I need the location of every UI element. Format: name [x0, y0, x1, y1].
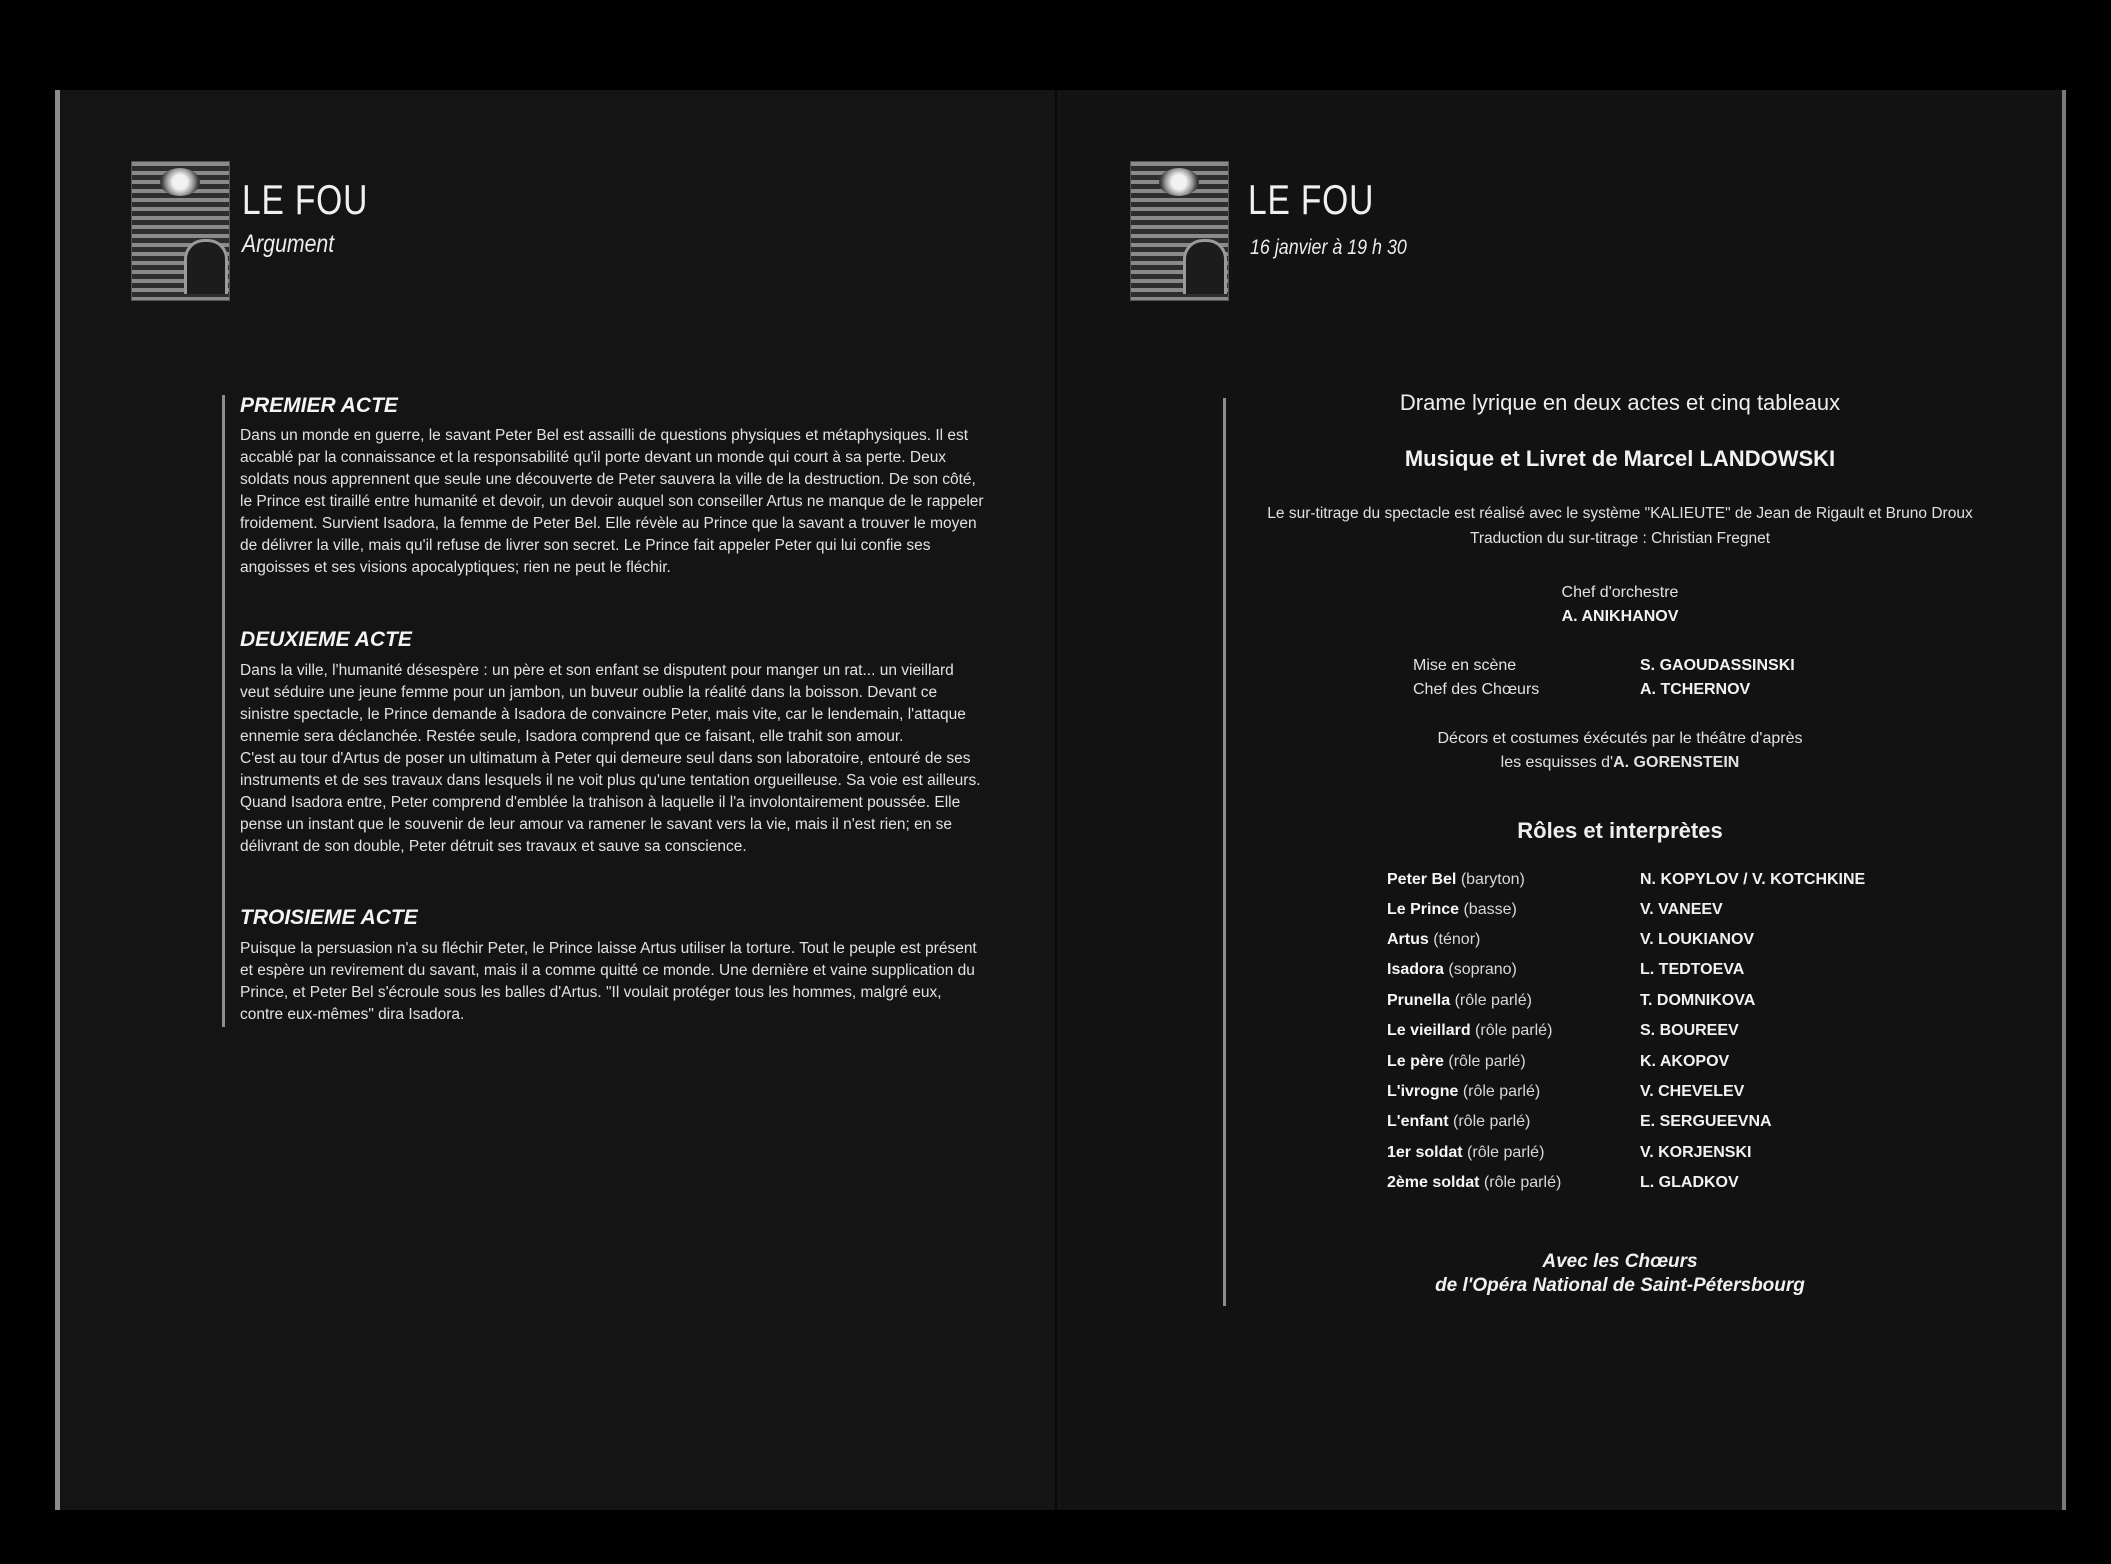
performance-date: 16 janvier à 19 h 30: [1250, 236, 1407, 259]
role-name: Le vieillard: [1387, 1022, 1471, 1039]
performer-name: V. KORJENSKI: [1640, 1144, 1752, 1161]
surtitle-translation-line: Traduction du sur-titrage : Christian Fregnet: [1469, 530, 1771, 547]
role-voice: (rôle parlé): [1443, 1053, 1526, 1070]
role-row: [1387, 931, 1907, 961]
act-2-heading: DEUXIEME ACTE: [240, 628, 412, 651]
role-row: [1387, 901, 1907, 931]
role-row: [1387, 1022, 1907, 1052]
role-name: Artus: [1387, 931, 1429, 948]
act-2-text: Dans la ville, l'humanité désespère : un père et son enfant se disputent pour manger un rat... un vieillard veut séduire une jeune femme pour un jambon, un buveur oublie la réalité dans la boisson. Devant ce sinistre spectacle, le Prince demande à Isadora de convaincre Peter, mais vite, car le lendemain, l'attaque ennemie sera déclanchée. Restée seule, Isadora comprend que ce faisant, elle trahit son amour. C'est au tour d'Artus de poser un ultimatum à Peter qui demeure seul dans son laboratoire, entouré de ses instruments et de ses travaux dans lesquels il ne voit plus qu'une tentation orgueilleuse. Sa voie est ailleurs. Quand Isadora entre, Peter comprend d'emblée la trahison à laquelle il l'a involontairement poussée. Elle pense un instant que le souvenir de leur amour va ramener le savant vers la vie, mais il n'est rien; en se délivrant de son double, Peter détruit ses travaux et sauve sa conscience.: [240, 662, 981, 855]
roles-heading: Rôles et interprètes: [1517, 818, 1723, 843]
surtitle-line: Le sur-titrage du spectacle est réalisé avec le système "KALIEUTE" de Jean de Rigault et Bruno Droux: [1267, 505, 1973, 522]
role-row: [1387, 961, 1907, 991]
performer-name: L. TEDTOEVA: [1640, 961, 1745, 978]
role-row: [1387, 1113, 1907, 1143]
performer-name: T. DOMNIKOVA: [1640, 992, 1756, 1009]
role-name: Le Prince: [1387, 901, 1460, 918]
performer-name: V. CHEVELEV: [1640, 1083, 1745, 1100]
left-page-subtitle: Argument: [242, 230, 335, 258]
act-3-text: Puisque la persuasion n'a su fléchir Peter, le Prince laisse Artus utiliser la torture. Tout le peuple est présent et espère un revirement du savant, mais il a comme quitté ce monde. Une dernière et vaine supplication du Prince, et Peter Bel s'écroule sous les balles d'Artus. "Il voulait protéger tous les hommes, malgré eux, contre eux-mêmes" dira Isadora.: [240, 940, 977, 1023]
role-voice: (basse): [1459, 901, 1517, 918]
role-voice: (rôle parlé): [1450, 992, 1532, 1009]
role-row: [1387, 1144, 1907, 1174]
role-name: Peter Bel: [1387, 871, 1457, 888]
theatre-photo-icon: [131, 161, 230, 301]
left-page-title: LE FOU: [242, 176, 369, 223]
role-name: Isadora: [1387, 961, 1444, 978]
role-row: [1387, 871, 1907, 901]
chorus-master-label: Chef des Chœurs: [1413, 681, 1540, 698]
performer-name: N. KOPYLOV / V. KOTCHKINE: [1640, 871, 1866, 888]
performer-name: V. LOUKIANOV: [1640, 931, 1755, 948]
performer-name: L. GLADKOV: [1640, 1174, 1739, 1191]
role-name: Le père: [1387, 1053, 1444, 1070]
music-libretto-line: Musique et Livret de Marcel LANDOWSKI: [1404, 446, 1836, 471]
decor-designer-line: [1400, 754, 1840, 772]
role-name: Prunella: [1387, 992, 1451, 1009]
role-row: [1387, 1053, 1907, 1083]
chorus-master-name: A. TCHERNOV: [1640, 681, 1751, 698]
right-page: [1060, 90, 2066, 1510]
role-voice: (baryton): [1456, 871, 1525, 888]
conductor-label: Chef d'orchestre: [1561, 584, 1679, 601]
role-voice: (ténor): [1428, 931, 1481, 948]
performer-name: K. AKOPOV: [1640, 1053, 1730, 1070]
decor-prefix: les esquisses d': [1500, 754, 1614, 771]
closing-line-chorus: Avec les Chœurs: [1542, 1251, 1698, 1272]
decor-line: Décors et costumes éxécutés par le théâtre d'après: [1437, 730, 1803, 747]
right-page-title: LE FOU: [1248, 176, 1375, 223]
conductor-name: A. ANIKHANOV: [1561, 608, 1679, 625]
role-name: L'ivrogne: [1387, 1083, 1459, 1100]
role-name: 2ème soldat: [1387, 1174, 1480, 1191]
role-voice: (rôle parlé): [1458, 1083, 1541, 1100]
performer-name: V. VANEEV: [1640, 901, 1723, 918]
role-voice: (rôle parlé): [1448, 1113, 1531, 1130]
role-voice: (soprano): [1443, 961, 1517, 978]
staging-label: Mise en scène: [1413, 657, 1517, 674]
role-row: [1387, 992, 1907, 1022]
act-3-heading: TROISIEME ACTE: [240, 906, 418, 929]
act-1-text: Dans un monde en guerre, le savant Peter Bel est assailli de questions physiques et métaphysiques. Il est accablé par la connaissance et la responsabilité qu'il porte devant un monde qui court à sa perte. Deux soldats nous apprennent que seule une découverte de Peter sauvera la ville de la destruction. De son côté, le Prince est tiraillé entre humanité et devoir, un devoir auquel son conseiller Artus ne manque de le rappeler froidement. Survient Isadora, la femme de Peter Bel. Elle révèle au Prince que la savant a trouver le moyen de délivrer la ville, mais qu'il refuse de livrer son secret. Le Prince fait appeler Peter qui lui confie ses angoisses et ses visions apocalyptiques; rien ne peut le fléchir.: [240, 427, 984, 576]
decor-designer-name: A. GORENSTEIN: [1613, 754, 1740, 771]
closing-line-opera: de l'Opéra National de Saint-Pétersbourg: [1435, 1275, 1805, 1296]
theatre-photo-icon: [1130, 161, 1229, 301]
role-row: [1387, 1083, 1907, 1113]
act-1-heading: PREMIER ACTE: [240, 394, 398, 417]
role-voice: (rôle parlé): [1470, 1022, 1553, 1039]
genre-line: Drame lyrique en deux actes et cinq tableaux: [1399, 390, 1841, 415]
role-name: 1er soldat: [1387, 1144, 1463, 1161]
role-voice: (rôle parlé): [1462, 1144, 1545, 1161]
performer-name: S. BOUREEV: [1640, 1022, 1739, 1039]
role-voice: (rôle parlé): [1479, 1174, 1562, 1191]
role-row: [1387, 1174, 1907, 1204]
performer-name: E. SERGUEEVNA: [1640, 1113, 1772, 1130]
left-margin-rule: [222, 395, 225, 1027]
staging-name: S. GAOUDASSINSKI: [1640, 657, 1795, 674]
role-name: L'enfant: [1387, 1113, 1449, 1130]
